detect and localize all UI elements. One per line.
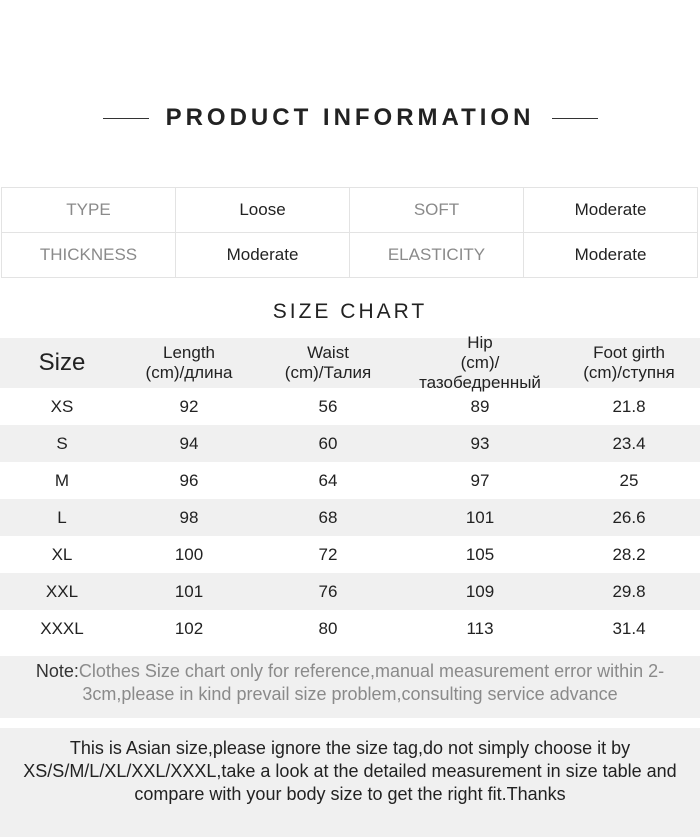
product-info-row — [2, 233, 698, 278]
size-chart-header-row — [0, 333, 700, 392]
product-information-header — [0, 100, 700, 140]
header-length — [124, 343, 254, 383]
cell-foot-girth: 29.8 — [612, 581, 646, 601]
cell-waist: 68 — [318, 507, 338, 527]
table-row — [0, 388, 700, 425]
header-hip-name: Hip — [467, 333, 493, 352]
header-size: Size — [38, 349, 86, 376]
cell-hip: 105 — [465, 544, 495, 564]
cell-size: XXL — [45, 581, 79, 601]
product-info-table — [1, 187, 698, 278]
title-divider-left — [103, 118, 149, 119]
table-row — [0, 462, 700, 499]
header-waist-unit: (cm)/Талия — [284, 363, 372, 382]
table-row — [0, 610, 700, 647]
header-length-name: Length — [163, 343, 215, 362]
header-foot-girth — [558, 343, 700, 383]
header-waist-name: Waist — [307, 343, 349, 362]
cell-length: 101 — [174, 581, 204, 601]
cell-waist: 80 — [318, 618, 338, 638]
cell-waist: 64 — [318, 470, 338, 490]
cell-hip: 113 — [466, 618, 494, 638]
cell-hip: 93 — [470, 433, 490, 453]
table-row — [0, 536, 700, 573]
cell-length: 102 — [174, 618, 204, 638]
header-foot-unit: (cm)/ступня — [583, 363, 675, 382]
cell-hip: 109 — [465, 581, 495, 601]
table-row — [0, 573, 700, 610]
size-chart-table — [0, 333, 700, 647]
note-text: Clothes Size chart only for reference,manual measurement error within 2-3cm,please in kind prevail size problem,consulting service advance — [78, 661, 665, 704]
info-value-thickness: Moderate — [176, 233, 350, 278]
table-row — [0, 425, 700, 462]
cell-waist: 76 — [318, 581, 338, 601]
header-waist — [254, 343, 402, 383]
cell-size: XS — [50, 396, 74, 416]
info-key-elasticity: ELASTICITY — [350, 233, 524, 278]
cell-length: 100 — [174, 544, 204, 564]
cell-size: L — [57, 507, 67, 527]
table-row — [0, 499, 700, 536]
info-key-type: TYPE — [2, 188, 176, 233]
cell-hip: 89 — [470, 396, 490, 416]
cell-size: XL — [51, 544, 73, 564]
cell-waist: 60 — [318, 433, 338, 453]
header-foot-name: Foot girth — [593, 343, 665, 362]
info-value-soft: Moderate — [524, 188, 698, 233]
notice-text: This is Asian size,please ignore the size tag,do not simply choose it by XS/S/M/L/XL/XXL/XXXL,take a look at the detailed measurement in size table and compare with your body size to get the right fit.Thanks — [23, 738, 677, 804]
cell-foot-girth: 31.4 — [612, 618, 646, 638]
note-label: Note: — [35, 661, 79, 681]
cell-length: 98 — [179, 507, 199, 527]
cell-length: 94 — [179, 433, 199, 453]
cell-size: S — [56, 433, 68, 453]
cell-foot-girth: 25 — [619, 470, 639, 490]
cell-size: M — [54, 470, 70, 490]
cell-foot-girth: 26.6 — [612, 507, 646, 527]
cell-length: 92 — [179, 396, 199, 416]
measurement-note — [0, 656, 700, 718]
cell-length: 96 — [179, 470, 199, 490]
info-key-thickness: THICKNESS — [2, 233, 176, 278]
cell-foot-girth: 23.4 — [612, 433, 646, 453]
cell-foot-girth: 21.8 — [612, 396, 646, 416]
info-value-type: Loose — [176, 188, 350, 233]
size-chart-title: SIZE CHART — [272, 300, 428, 323]
header-hip — [402, 333, 558, 393]
cell-waist: 56 — [318, 396, 338, 416]
header-length-unit: (cm)/длина — [145, 363, 233, 382]
cell-foot-girth: 28.2 — [612, 544, 646, 564]
asian-size-notice — [0, 728, 700, 837]
cell-waist: 72 — [318, 544, 338, 564]
cell-hip: 101 — [465, 507, 495, 527]
info-value-elasticity: Moderate — [524, 233, 698, 278]
header-hip-unit: (cm)/тазобедренный — [419, 353, 541, 392]
cell-hip: 97 — [470, 470, 490, 490]
title-divider-right — [552, 118, 598, 119]
info-key-soft: SOFT — [350, 188, 524, 233]
note-text-block — [0, 656, 700, 706]
page-title: PRODUCT INFORMATION — [165, 104, 535, 131]
product-info-row — [2, 188, 698, 233]
cell-size: XXXL — [40, 618, 84, 638]
